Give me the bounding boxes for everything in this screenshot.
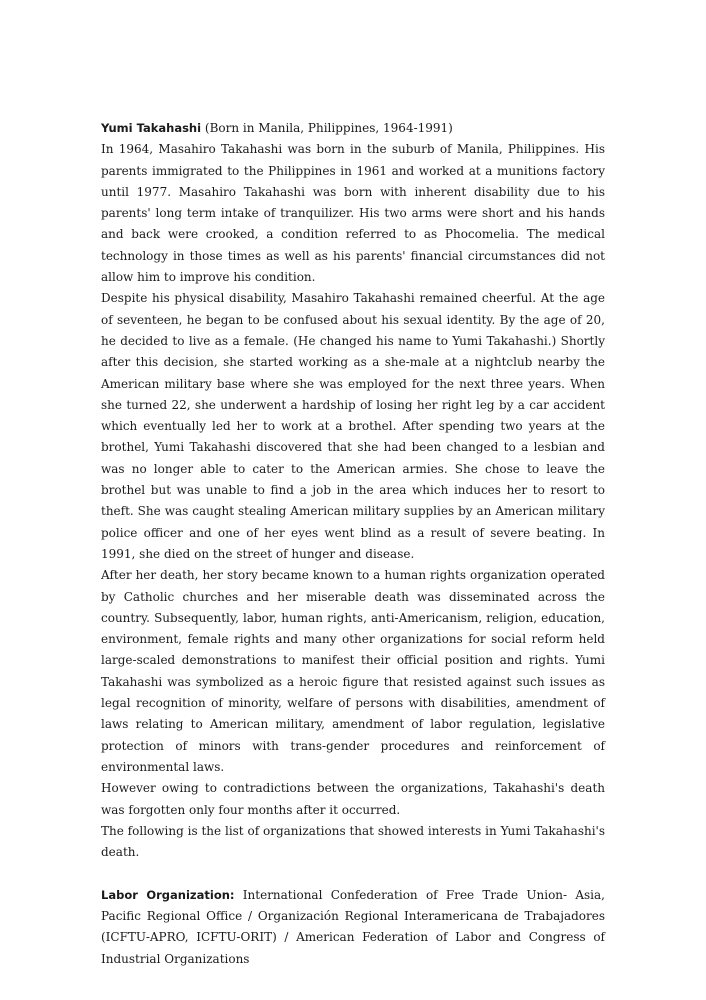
labor-heading: Labor Organization: [101,887,235,902]
paragraph-forgotten: However owing to contradictions between the organizations, Takahashi's death was forgotten only four months after it occurred. [101,781,605,817]
document-body [101,118,605,970]
title-line [101,118,605,139]
labor-text: International Confederation of Free Trade Union- Asia, Pacific Regional Office / Organización Regional Interamericana de Trabajadores (ICFTU-APRO, ICFTU-ORIT) / American Federation of Labor and Congress of Industrial Organizations [101,887,605,966]
person-subtitle: (Born in Manila, Philippines, 1964-1991) [204,121,453,135]
paragraph-list-intro: The following is the list of organizations that showed interests in Yumi Takahashi's death. [101,823,605,860]
paragraph-aftermath: After her death, her story became known to a human rights organization operated by Catholic churches and her miserable death was disseminated across the country. Subsequently, labor, human rights, anti-Americanism, religion, education, environment, female rights and many other organizations for social reform held large-scaled demonstrations to manifest their official position and rights. Yumi Takahashi was symbolized as a heroic figure that resisted against such issues as legal recognition of minority, welfare of persons with disabilities, amendment of laws relating to American military, amendment of labor regulation, legislative protection of minors with trans-gender procedures and reinforcement of environmental laws. [101,568,605,774]
paragraph-life: Despite his physical disability, Masahiro Takahashi remained cheerful. At the age of seventeen, he began to be confused about his sexual identity. By the age of 20, he decided to live as a female. (He changed his name to Yumi Takahashi.) Shortly after this decision, she started working as a she-male at a nightclub nearby the American military base where she was employed for the next three years. When she turned 22, she underwent a hardship of losing her right leg by a car accident which eventually led her to work at a brothel. After spending two years at the brothel, Yumi Takahashi discovered that she had been changed to a lesbian and was no longer able to cater to the American armies. She chose to leave the brothel but was unable to find a job in the area which induces her to resort to theft. She was caught stealing American military supplies by an American military police officer and one of her eyes went blind as a result of severe beating. In 1991, she died on the street of hunger and disease. [101,291,605,561]
labor-organizations [101,885,605,970]
paragraph-birth: In 1964, Masahiro Takahashi was born in the suburb of Manila, Philippines. His parents immigrated to the Philippines in 1961 and worked at a munitions factory until 1977. Masahiro Takahashi was born with inherent disability due to his parents' long term intake of tranquilizer. His two arms were short and his hands and back were crooked, a condition referred to as Phocomelia. The medical technology in those times as well as his parents' financial circumstances did not allow him to improve his condition. [101,142,605,285]
person-name: Yumi Takahashi [101,121,202,135]
section-gap [101,863,605,884]
